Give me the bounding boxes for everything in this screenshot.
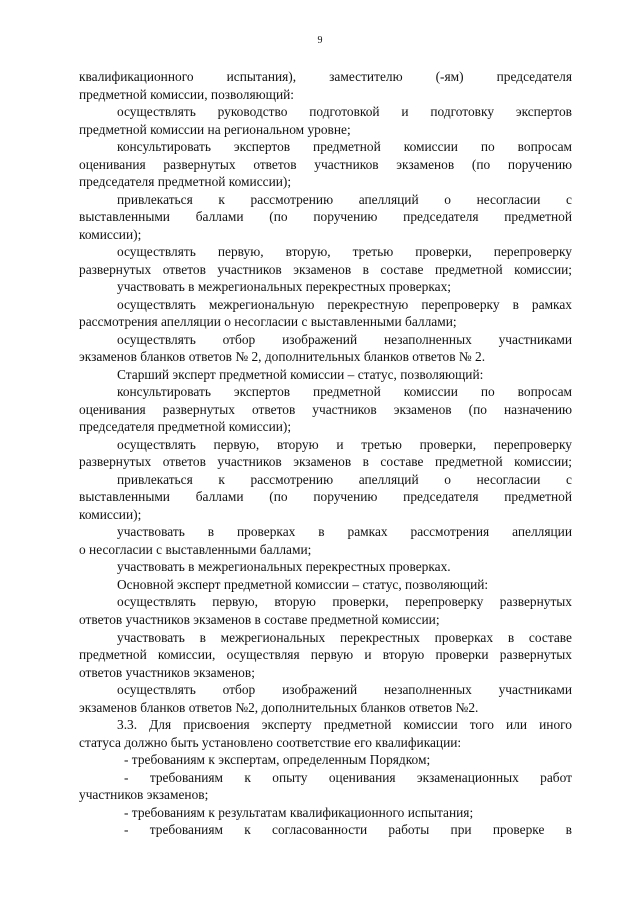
text-line: оценивания развернутых ответов участников экзаменов (по поручению xyxy=(79,156,572,172)
text-line: привлекаться к рассмотрению апелляций о несогласии с xyxy=(117,191,572,207)
text-line: участников экзаменов; xyxy=(79,787,209,803)
text-line: квалификационного испытания), заместителю (-ям) председателя xyxy=(79,69,572,84)
text-line: Старший эксперт предметной комиссии – статус, позволяющий: xyxy=(117,366,484,382)
text-line: развернутых ответов участников экзаменов в составе предметной комиссии; xyxy=(79,261,572,277)
text-line: о несогласии с выставленными баллами; xyxy=(79,541,312,557)
text-line: осуществлять отбор изображений незаполненных участниками xyxy=(117,682,572,698)
text-line: осуществлять первую, вторую и третью проверки, перепроверку xyxy=(117,436,572,452)
text-line: ответов участников экзаменов в составе предметной комиссии; xyxy=(79,611,440,627)
text-line: председателя предметной комиссии); xyxy=(79,419,292,435)
text-line: осуществлять первую, вторую проверки, перепроверку развернутых xyxy=(117,594,572,610)
text-line: - требованиям к опыту оценивания экзаменационных работ xyxy=(124,769,572,785)
text-line: участвовать в межрегиональных перекрестных проверках. xyxy=(117,559,451,575)
text-line: рассмотрения апелляции о несогласии с выставленными баллами; xyxy=(79,314,457,330)
document-body xyxy=(79,68,572,839)
text-line: выставленными баллами (по поручению председателя предметной xyxy=(79,209,572,225)
text-line: участвовать в межрегиональных перекрестных проверках в составе xyxy=(117,629,572,645)
text-line: предметной комиссии, осуществляя первую и вторую проверки развернутых xyxy=(79,647,572,663)
text-line: участвовать в проверках в рамках рассмотрения апелляции xyxy=(117,524,572,540)
text-line: осуществлять руководство подготовкой и подготовку экспертов xyxy=(117,104,572,120)
text-line: осуществлять первую, вторую, третью проверки, перепроверку xyxy=(117,244,572,260)
text-line: комиссии); xyxy=(79,506,142,522)
text-line: Основной эксперт предметной комиссии – статус, позволяющий: xyxy=(117,576,489,592)
text-line: оценивания развернутых ответов участников экзаменов (по назначению xyxy=(79,401,572,417)
text-line: предметной комиссии, позволяющий: xyxy=(79,86,295,102)
text-line: - требованиям к результатам квалификационного испытания; xyxy=(124,804,474,820)
text-line: предметной комиссии на региональном уровне; xyxy=(79,121,351,137)
text-line: выставленными баллами (по поручению председателя предметной xyxy=(79,489,572,505)
text-line: - требованиям к экспертам, определенным Порядком; xyxy=(124,752,431,768)
text-line: консультировать экспертов предметной комиссии по вопросам xyxy=(117,139,572,155)
text-line: консультировать экспертов предметной комиссии по вопросам xyxy=(117,384,572,400)
text-line: 3.3. Для присвоения эксперту предметной комиссии того или иного xyxy=(117,717,572,733)
text-line: осуществлять отбор изображений незаполненных участниками xyxy=(117,331,572,347)
text-line: ответов участников экзаменов; xyxy=(79,664,255,680)
text-line: - требованиям к согласованности работы при проверке в xyxy=(124,822,572,838)
text-line: экзаменов бланков ответов №2, дополнительных бланков ответов №2. xyxy=(79,699,479,715)
text-line: экзаменов бланков ответов № 2, дополнительных бланков ответов № 2. xyxy=(79,349,486,365)
text-line: участвовать в межрегиональных перекрестных проверках; xyxy=(117,279,452,295)
text-line: статуса должно быть установлено соответствие его квалификации: xyxy=(79,734,462,750)
text-line: председателя предметной комиссии); xyxy=(79,174,292,190)
text-line: развернутых ответов участников экзаменов в составе предметной комиссии; xyxy=(79,454,572,470)
text-line: комиссии); xyxy=(79,226,142,242)
text-line: осуществлять межрегиональную перекрестную перепроверку в рамках xyxy=(117,296,572,312)
page-number: 9 xyxy=(317,35,323,46)
text-line: привлекаться к рассмотрению апелляций о несогласии с xyxy=(117,471,572,487)
